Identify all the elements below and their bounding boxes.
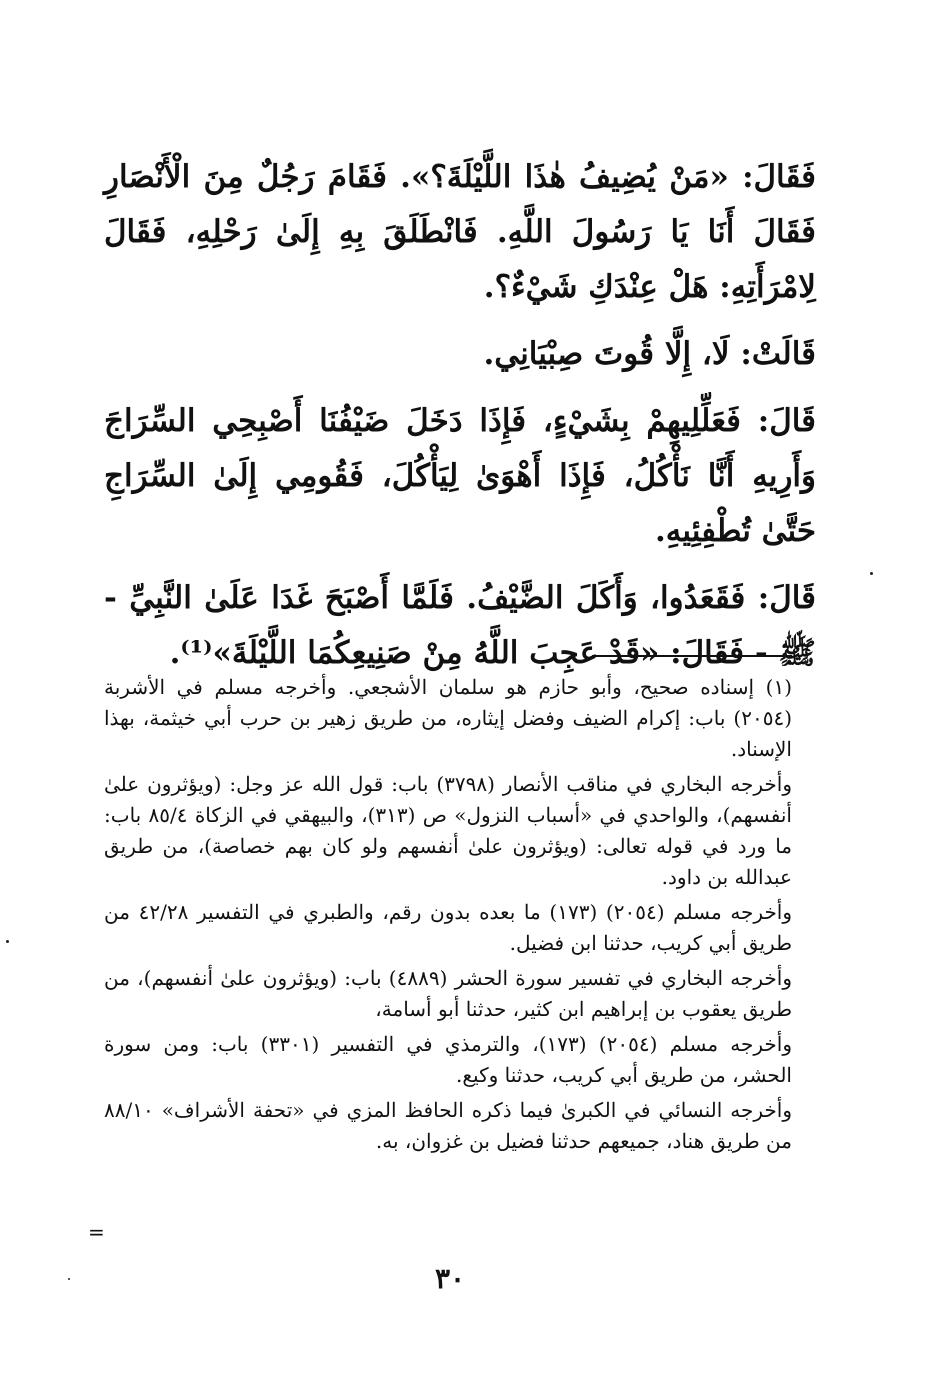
footnote-continuation-mark: = — [88, 1220, 105, 1244]
page-number: ٣٠ — [434, 1262, 466, 1295]
main-paragraph: فَقَالَ: «مَنْ يُضِيفُ هٰذَا اللَّيْلَةَ؟». فَقَامَ رَجُلٌ مِنَ الْأَنْصَارِ فَقَالَ أَنَا يَا رَسُولَ اللَّهِ. فَانْطَلَقَ بِهِ إِلَىٰ رَحْلِهِ، فَقَالَ لِامْرَأَتِهِ: هَلْ عِنْدَكِ شَيْءٌ؟. — [104, 159, 816, 305]
scan-speck — [6, 940, 9, 943]
footnote-paragraph: وأخرجه البخاري في تفسير سورة الحشر (٤٨٨٩) باب: (ويؤثرون علىٰ أنفسهم)، من طريق يعقوب بن إبراهيم ابن كثير، حدثنا أبو أسامة، — [104, 966, 793, 1021]
footnotes — [104, 672, 792, 1161]
footnote-separator — [592, 655, 792, 657]
main-paragraph: قَالَتْ: لَا، إِلَّا قُوتَ صِبْيَانِي. — [483, 336, 816, 372]
main-paragraph: قَالَ: فَعَلِّلِيهِمْ بِشَيْءٍ، فَإِذَا دَخَلَ ضَيْفُنَا أَصْبِحِي السِّرَاجَ وَأَرِيهِ أَنَّا نَأْكُلُ، فَإِذَا أَهْوَىٰ لِيَأْكُلَ، فَقُومِي إِلَىٰ السِّرَاجِ حَتَّىٰ تُطْفِئِيهِ. — [104, 403, 816, 549]
scan-speck — [870, 572, 873, 575]
footnote-paragraph: (١) إسناده صحيح، وأبو حازم هو سلمان الأشجعي. وأخرجه مسلم في الأشربة (٢٠٥٤) باب: إكرام الضيف وفضل إيثاره، من طريق زهير بن حرب أبي خيثمة، بهذا الإسناد. — [104, 675, 792, 761]
main-paragraph: قَالَ: فَقَعَدُوا، وَأَكَلَ الضَّيْفُ. فَلَمَّا أَصْبَحَ غَدَا عَلَىٰ النَّبِيِّ - ﷺ - فَقَالَ: «قَدْ عَجِبَ اللَّهُ مِنْ صَنِيعِكُمَا اللَّيْلَةَ»⁽¹⁾. — [104, 580, 816, 671]
scan-speck — [68, 1278, 70, 1280]
main-text — [104, 150, 816, 693]
footnote-paragraph: وأخرجه مسلم (٢٠٥٤) (١٧٣)، والترمذي في التفسير (٣٣٠١) باب: ومن سورة الحشر، من طريق أبي كريب، حدثنا وكيع. — [104, 1032, 792, 1087]
footnote-paragraph: وأخرجه البخاري في مناقب الأنصار (٣٧٩٨) باب: قول الله عز وجل: (ويؤثرون علىٰ أنفسهم)، والواحدي في «أسباب النزول» ص (٣١٣)، والبيهقي في الزكاة ٨٥/٤ باب: ما ورد في قوله تعالى: (ويؤثرون علىٰ أنفسهم ولو كان بهم خصاصة)، من طريق عبدالله بن داود. — [104, 772, 792, 889]
footnote-paragraph: وأخرجه النسائي في الكبرىٰ فيما ذكره الحافظ المزي في «تحفة الأشراف» ٨٨/١٠ من طريق هناد، جميعهم حدثنا فضيل بن غزوان، به. — [104, 1098, 792, 1153]
footnote-paragraph: وأخرجه مسلم (٢٠٥٤) (١٧٣) ما بعده بدون رقم، والطبري في التفسير ٤٢/٢٨ من طريق أبي كريب، حدثنا ابن فضيل. — [104, 900, 793, 955]
